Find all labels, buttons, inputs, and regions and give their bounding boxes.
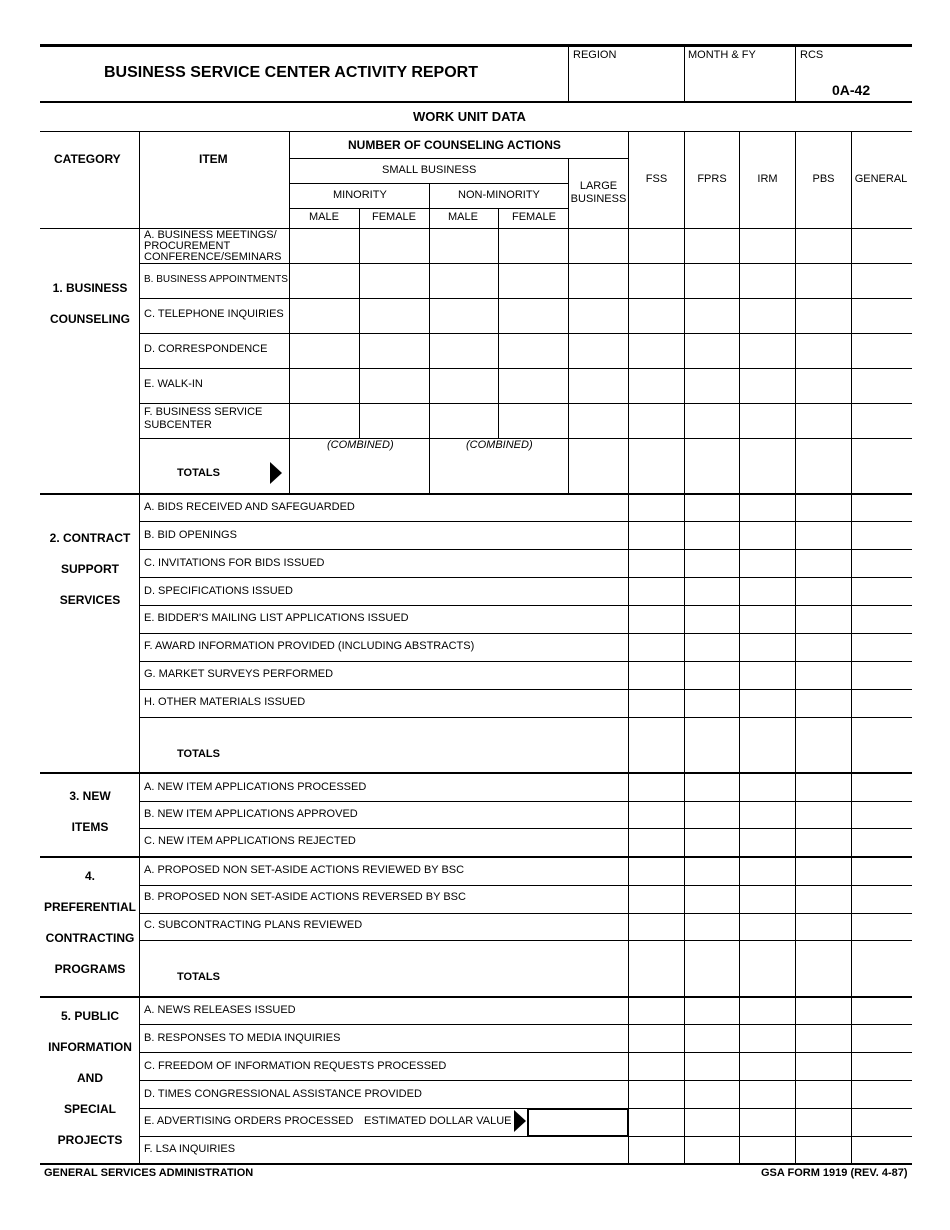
small-business-header: SMALL BUSINESS	[382, 164, 477, 176]
item-header: ITEM	[199, 152, 228, 166]
s1-item-a-line1: A. BUSINESS MEETINGS/	[144, 229, 277, 241]
s1-item-f-line2: SUBCENTER	[144, 419, 212, 431]
section-2-category	[40, 523, 140, 616]
s2-item-g: G. MARKET SURVEYS PERFORMED	[144, 668, 334, 680]
section-1-category	[40, 273, 140, 335]
pbs-header: PBS	[812, 173, 835, 185]
section-2-category-line: SERVICES	[59, 593, 121, 607]
month-fy-field[interactable]	[686, 64, 793, 100]
section-1-category-line: 1. BUSINESS	[52, 281, 128, 295]
section-4-category-line: PREFERENTIAL	[43, 900, 136, 914]
fprs-header: FPRS	[697, 173, 727, 185]
s2-item-h: H. OTHER MATERIALS ISSUED	[144, 696, 306, 708]
s2-item-d: D. SPECIFICATIONS ISSUED	[144, 585, 293, 597]
footer-form-number: GSA FORM 1919 (REV. 4-87)	[761, 1167, 908, 1179]
section-5-category-line: AND	[77, 1071, 103, 1085]
counseling-actions-header: NUMBER OF COUNSELING ACTIONS	[348, 138, 561, 152]
s1-item-a-line2: PROCUREMENT	[144, 240, 231, 252]
s1-item-b: B. BUSINESS APPOINTMENTS	[144, 274, 288, 285]
section-5-category-line: SPECIAL	[63, 1102, 116, 1116]
s5-item-a: A. NEWS RELEASES ISSUED	[144, 1004, 296, 1016]
section-4-category	[40, 861, 140, 985]
totals-arrow-icon	[270, 462, 282, 484]
section-2-totals-label: TOTALS	[177, 748, 220, 760]
s2-item-e: E. BIDDER'S MAILING LIST APPLICATIONS ISSUED	[144, 612, 409, 624]
category-header: CATEGORY	[54, 152, 121, 166]
minority-female-header: FEMALE	[372, 211, 417, 223]
work-unit-data-heading: WORK UNIT DATA	[413, 109, 526, 124]
combined-non-minority-label: (COMBINED)	[466, 439, 533, 451]
section-2-category-line: 2. CONTRACT	[49, 531, 131, 545]
s4-item-a: A. PROPOSED NON SET-ASIDE ACTIONS REVIEWED BY BSC	[144, 864, 465, 876]
s2-item-f: F. AWARD INFORMATION PROVIDED (INCLUDING ABSTRACTS)	[144, 640, 475, 652]
s2-item-a: A. BIDS RECEIVED AND SAFEGUARDED	[144, 501, 355, 513]
s5-item-f: F. LSA INQUIRIES	[144, 1143, 236, 1155]
s1-item-f-line1: F. BUSINESS SERVICE	[144, 406, 263, 418]
s1-item-a-line3: CONFERENCE/SEMINARS	[144, 251, 282, 263]
non-minority-male-header: MALE	[448, 211, 478, 223]
section-4-totals-label: TOTALS	[177, 971, 220, 983]
s2-item-b: B. BID OPENINGS	[144, 529, 237, 541]
footer-agency: GENERAL SERVICES ADMINISTRATION	[44, 1167, 254, 1179]
minority-male-header: MALE	[309, 211, 339, 223]
large-business-header-2: BUSINESS	[570, 193, 627, 205]
section-5-category	[40, 1001, 140, 1156]
s5-item-e: E. ADVERTISING ORDERS PROCESSED	[144, 1115, 354, 1127]
region-field[interactable]	[570, 64, 682, 100]
estimated-dollar-value-label: ESTIMATED DOLLAR VALUE	[364, 1115, 512, 1127]
region-label: REGION	[573, 49, 617, 61]
fss-header: FSS	[645, 173, 668, 185]
section-3-category-line: 3. NEW	[69, 789, 111, 803]
month-fy-label: MONTH & FY	[688, 49, 756, 61]
s4-item-c: C. SUBCONTRACTING PLANS REVIEWED	[144, 919, 363, 931]
s3-item-c: C. NEW ITEM APPLICATIONS REJECTED	[144, 835, 356, 847]
s3-item-b: B. NEW ITEM APPLICATIONS APPROVED	[144, 808, 358, 820]
large-business-header-1: LARGE	[579, 180, 618, 192]
section-5-category-line: 5. PUBLIC	[60, 1009, 119, 1023]
s3-item-a: A. NEW ITEM APPLICATIONS PROCESSED	[144, 781, 367, 793]
dollar-value-arrow-icon	[514, 1110, 526, 1132]
section-3-category-line: ITEMS	[71, 820, 109, 834]
s4-item-b: B. PROPOSED NON SET-ASIDE ACTIONS REVERSED BY BSC	[144, 891, 466, 903]
section-2-category-line: SUPPORT	[60, 562, 119, 576]
section-1-totals-label: TOTALS	[177, 467, 220, 479]
section-3-category	[40, 781, 140, 843]
s5-item-b: B. RESPONSES TO MEDIA INQUIRIES	[144, 1032, 341, 1044]
estimated-dollar-value-field[interactable]	[527, 1108, 629, 1137]
s5-item-c: C. FREEDOM OF INFORMATION REQUESTS PROCESSED	[144, 1060, 447, 1072]
section-4-category-line: PROGRAMS	[54, 962, 126, 976]
s5-item-d: D. TIMES CONGRESSIONAL ASSISTANCE PROVIDED	[144, 1088, 422, 1100]
general-header: GENERAL	[854, 173, 908, 185]
s1-item-c: C. TELEPHONE INQUIRIES	[144, 308, 284, 320]
section-1-category-line: COUNSELING	[49, 312, 130, 326]
s2-item-c: C. INVITATIONS FOR BIDS ISSUED	[144, 557, 325, 569]
section-5-category-line: INFORMATION	[48, 1040, 132, 1054]
combined-minority-label: (COMBINED)	[327, 439, 394, 451]
section-4-category-line: 4.	[84, 869, 95, 883]
minority-header: MINORITY	[333, 189, 387, 201]
form-title: BUSINESS SERVICE CENTER ACTIVITY REPORT	[104, 64, 478, 81]
s1-item-e: E. WALK-IN	[144, 378, 203, 390]
non-minority-header: NON-MINORITY	[458, 189, 540, 201]
section-4-category-line: CONTRACTING	[45, 931, 135, 945]
s1-item-d: D. CORRESPONDENCE	[144, 343, 268, 355]
rcs-label: RCS	[800, 49, 824, 61]
section-5-category-line: PROJECTS	[57, 1133, 123, 1147]
irm-header: IRM	[757, 173, 778, 185]
non-minority-female-header: FEMALE	[512, 211, 557, 223]
rcs-value: 0A-42	[832, 82, 871, 98]
